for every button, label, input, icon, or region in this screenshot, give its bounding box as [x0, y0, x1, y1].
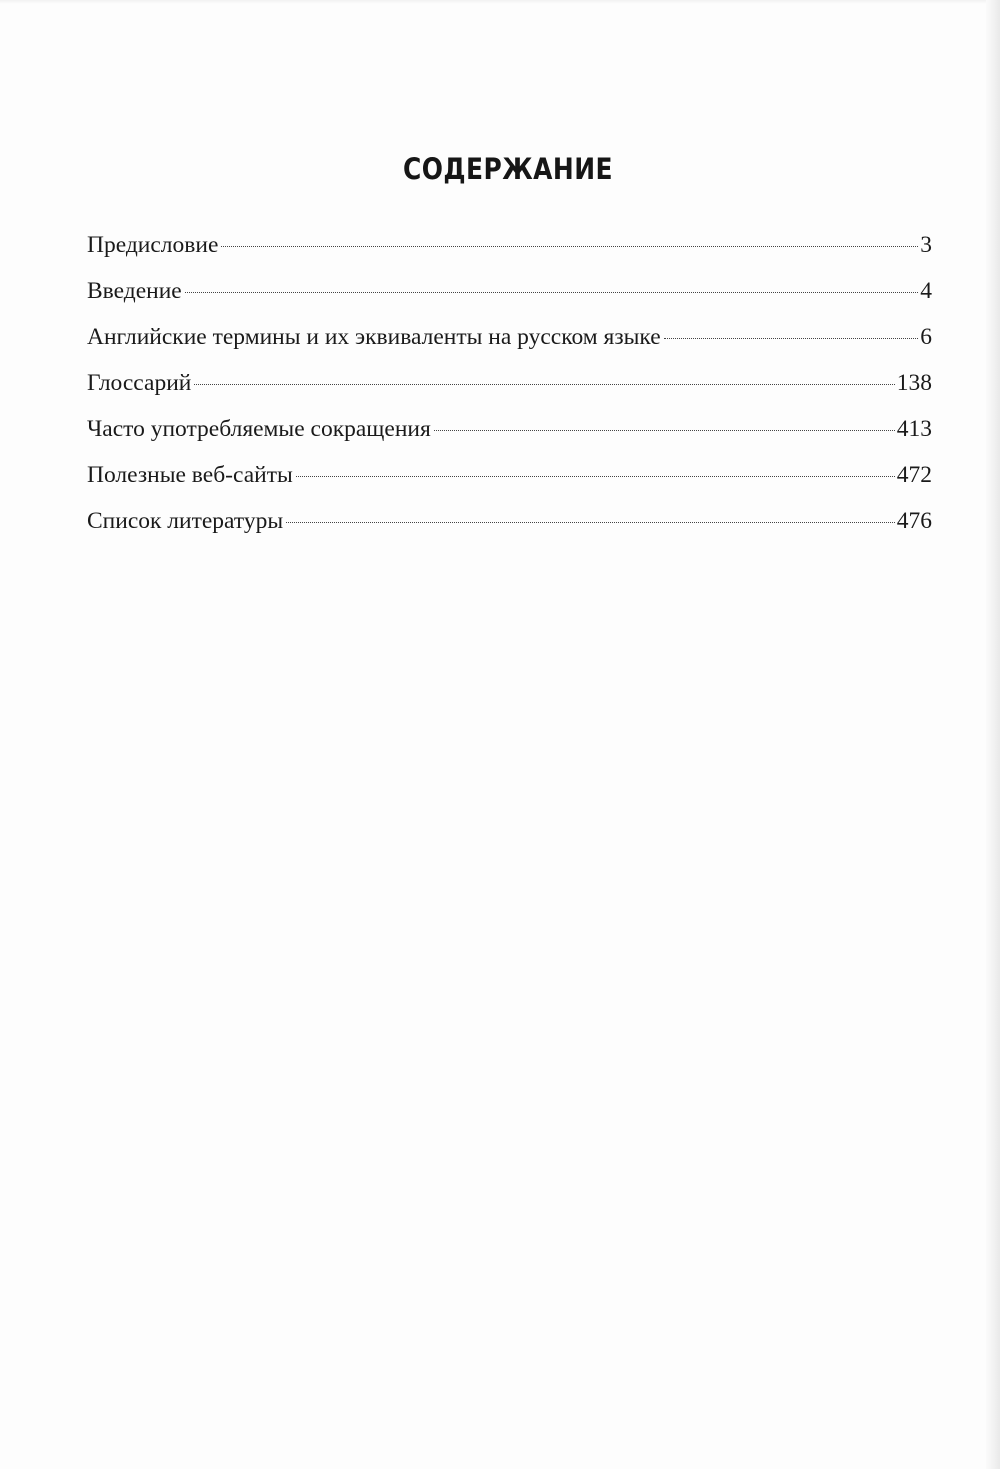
page-title: СОДЕРЖАНИЕ: [403, 152, 613, 186]
scan-edge-top: [0, 0, 1000, 4]
toc-entry-title: Предисловие: [87, 232, 219, 258]
toc-entry-title: Список литературы: [87, 508, 284, 534]
toc-entry: [87, 232, 932, 278]
toc-entry-page: 138: [896, 370, 932, 396]
dot-leader: [185, 292, 919, 293]
toc-entry-page: 476: [896, 508, 932, 534]
toc-entry: [87, 278, 932, 324]
toc-entry-page: 4: [920, 278, 932, 304]
dot-leader: [221, 246, 918, 247]
toc-entry-title: Часто употребляемые сокращения: [87, 416, 431, 442]
toc-entry-page: 413: [896, 416, 932, 442]
toc-entry-title: Глоссарий: [87, 370, 192, 396]
toc-entry-title: Полезные веб-сайты: [87, 462, 293, 488]
toc-entry-title: Английские термины и их эквиваленты на русском языке: [87, 324, 661, 350]
table-of-contents: [87, 232, 932, 554]
dot-leader: [296, 476, 895, 477]
dot-leader: [286, 522, 895, 523]
dot-leader: [664, 338, 919, 339]
toc-entry: [87, 462, 932, 508]
toc-entry-title: Введение: [87, 278, 182, 304]
dot-leader: [194, 384, 894, 385]
toc-entry: [87, 324, 932, 370]
scan-edge-right: [986, 0, 1000, 1469]
toc-entry: [87, 370, 932, 416]
toc-entry-page: 3: [920, 232, 932, 258]
toc-entry: [87, 416, 932, 462]
dot-leader: [434, 430, 895, 431]
toc-entry-page: 6: [920, 324, 932, 350]
toc-entry: [87, 508, 932, 554]
toc-entry-page: 472: [896, 462, 932, 488]
